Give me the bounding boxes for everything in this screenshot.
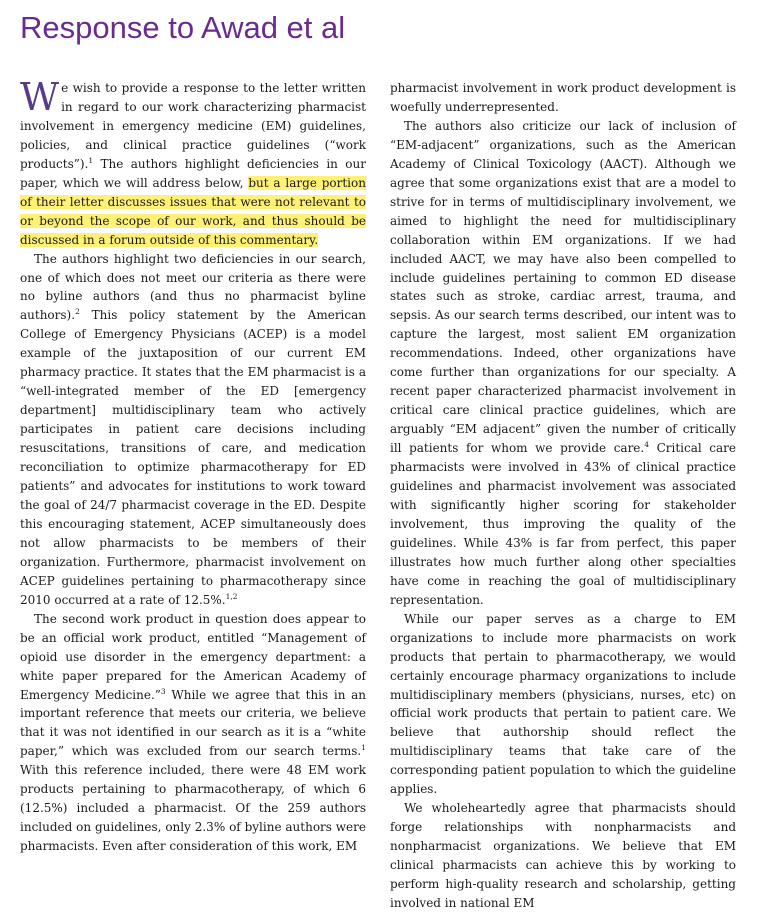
right-paragraph-1 [390, 79, 736, 117]
right-paragraph-2 [390, 117, 736, 610]
left-p2-text-b: This policy statement by the American College of Emergency Physicians (ACEP) is a model example of the juxtaposition of our current EM pharmacy practice. It states that the EM pharmacist is a “well-integrated member of the ED [emergency department] multidisciplinary team who actively participates in patient care decisions including resuscitations, transitions of care, and medication reconciliation to optimize pharmacotherapy for ED patients” and advocates for institutions to work toward the goal of 24/7 pharmacist coverage in the ED. Despite this encouraging statement, ACEP simultaneously does not allow pharmacists to be members of their organization. Furthermore, pharmacist involvement on ACEP guidelines pertaining to pharmacotherapy since 2010 occurred at a rate of 12.5%. [20, 308, 366, 607]
left-p3-text-a: The second work product in question does appear to be an official work product, entitled “Management of opioid use disorder in the emergency department: a white paper prepared for the American Academy of Emergency Medicine.” [20, 611, 366, 702]
right-column [390, 79, 736, 913]
citation-ref: 1 [361, 743, 366, 753]
drop-cap: W [20, 75, 60, 119]
left-p1-text-b: The authors highlight deficiencies in our paper, which we will address below, [20, 156, 366, 190]
right-p3-text-a: While our paper serves as a charge to EM organizations to include more pharmacists on work products that pertain to pharmacotherapy, we would certainly encourage pharmacy organizations to include multidisciplinary members (physicians, nurses, etc) on official work products that pertain to patient care. We believe that authorship should reflect the multidisciplinary teams that take care of the corresponding patient population to which the guideline applies. [390, 611, 736, 797]
left-p3-text-c: With this reference included, there were 48 EM work products pertaining to pharmacotherapy, of which 6 (12.5%) included a pharmacist. Of the 259 authors included on guidelines, only 2.3% of byline authors were pharmacists. Even after consideration of this work, EM [20, 763, 366, 854]
article-title: Response to Awad et al [20, 10, 346, 45]
left-paragraph-3 [20, 610, 366, 856]
left-p2-text-a: The authors highlight two deficiencies in our search, one of which does not meet our criteria as there were no byline authors (and thus no pharmacist byline authors). [20, 251, 366, 323]
left-paragraph-2 [20, 250, 366, 610]
citation-ref: 4 [644, 440, 649, 450]
left-column [20, 75, 366, 856]
left-paragraph-1 [20, 75, 366, 250]
left-p3-text-b: While we agree that this in an important reference that meets our criteria, we believe that it was not identified in our search as it is a “white paper,” which was excluded from our search terms. [20, 687, 366, 759]
right-p4-text-a: We wholeheartedly agree that pharmacists should forge relationships with nonpharmacists and nonpharmacist organizations. We believe that EM clinical pharmacists can achieve this by working to perform high-quality research and scholarship, getting involved in national EM [390, 801, 736, 910]
right-p1-text-a: pharmacist involvement in work product development is woefully underrepresented. [390, 81, 736, 114]
citation-ref: 2 [75, 307, 80, 317]
citation-ref: 1 [88, 155, 94, 165]
left-p1-text-a: e wish to provide a response to the letter written in regard to our work characterizing pharmacist involvement in emergency medicine (EM) guidelines, policies, and clinical practice guidelines (“work products”). [20, 81, 366, 171]
right-p2-text-a: The authors also criticize our lack of inclusion of “EM-adjacent” organizations, such as the American Academy of Clinical Toxicology (AACT). Although we agree that some organizations exist that are a model to strive for in terms of multidisciplinary involvement, we aimed to highlight the need for multidisciplinary collaboration within EM organizations. If we had included AACT, we may have also been compelled to include guidelines pertaining to common ED disease states such as stroke, cardiac arrest, trauma, and sepsis. As our search terms described, our intent was to capture the largest, most salient EM organization recommendations. Indeed, other organizations have come further than organizations for our specialty. A recent paper characterized pharmacist involvement in critical care clinical practice guidelines, which are arguably “EM adjacent” given the number of critically ill patients for whom we provide care. [390, 118, 736, 456]
right-paragraph-3 [390, 610, 736, 800]
highlighted-text: but a large portion of their letter discusses issues that were not relevant to or beyond the scope of our work, and thus should be discussed in a forum outside of this commentary. [20, 175, 366, 247]
right-paragraph-4 [390, 799, 736, 913]
right-p2-text-b: Critical care pharmacists were involved in 43% of clinical practice guidelines and pharmacist involvement was associated with significantly higher scoring for stakeholder involvement, thus improving the quality of the guidelines. While 43% is far from perfect, this paper illustrates how much further along other specialties have come in reaching the goal of multidisciplinary representation. [390, 441, 736, 607]
citation-ref: 1,2 [225, 591, 238, 601]
citation-ref: 3 [160, 686, 166, 696]
